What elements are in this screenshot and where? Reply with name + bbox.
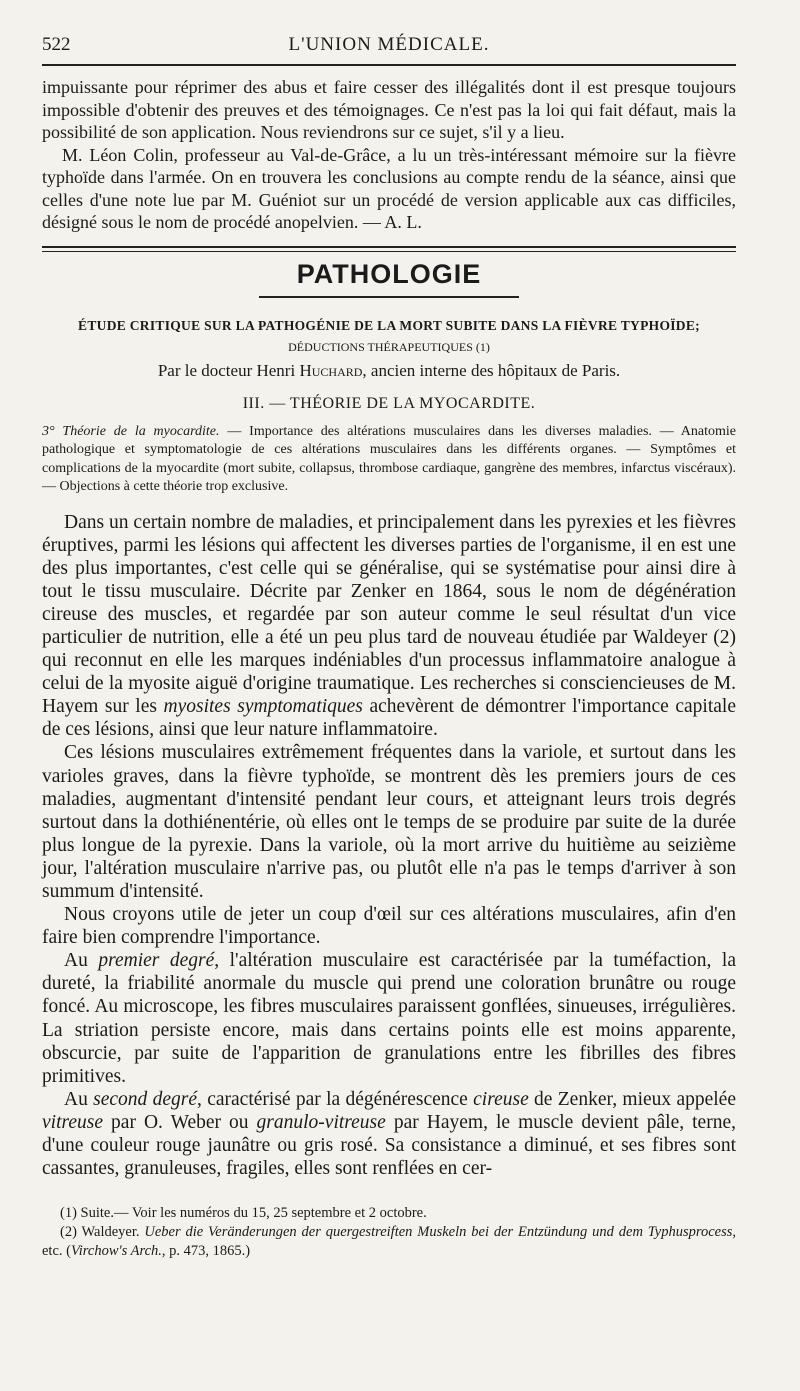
section-underline bbox=[259, 296, 519, 298]
part-summary bbox=[42, 423, 736, 497]
body-paragraph-2: Ces lésions musculaires extrêmement fréquentes dans la variole, et surtout dans les varioles graves, dans la fièvre typhoïde, se montrent dès les premiers jours de ces maladies, augmentant d'intensité pendant leur cours, et atteignant leurs trois degrés surtout dans la dothiénentérie, où elles ont le temps de se produire par suite de la durée plus longue de la pyrexie. Dans la variole, où la mort arrive du huitième au seizième jour, l'altération musculaire n'arrive pas, ou plutôt elle n'a pas le temps d'arriver à son summum d'intensité. bbox=[42, 742, 736, 902]
section-divider bbox=[42, 246, 736, 252]
section-title: PATHOLOGIE bbox=[296, 258, 482, 289]
body-p5-text-b: , caractérisé par la dégénérescence bbox=[197, 1088, 474, 1110]
body-p5-italic-2: cireuse bbox=[473, 1088, 529, 1110]
summary-text: — Importance des altérations musculaires dans les diverses maladies. — Anatomie pathologique et symptomatologie de ces altérations musculaires dans les différents organes. — Symptômes et complications de la myocardite (mort subite, collapsus, thrombose cardiaque, gangrène des membres, infarctus viscéraux). — Objections à cette théorie trop exclusive. bbox=[42, 423, 736, 494]
author-prefix: Par le docteur Henri bbox=[157, 360, 300, 380]
footnote-2-text-c: , p. 473, 1865.) bbox=[161, 1243, 251, 1260]
body-p4-text-end: , l'altération musculaire est caractérisée par la tuméfaction, la dureté, la friabilité anormale du muscle qui prend une coloration brunâtre ou rouge foncé. Au microscope, les fibres musculaires paraissent gonflées, sinueuses, irrégulières. La striation persiste encore, mais dans certains points elle est moins apparente, obscurcie, par suite de l'apparition de granulations entre les fibrilles des fibres primitives. bbox=[42, 950, 736, 1087]
body-paragraph-1 bbox=[42, 511, 736, 742]
footnote-2-italic: Ueber die Veränderungen der quergestreiften Muskeln bei der Entzündung und dem Typhusprocess bbox=[144, 1224, 733, 1241]
body-p5-italic-1: second degré bbox=[93, 1088, 198, 1110]
body-p5-text-c: de Zenker, mieux appelée bbox=[528, 1088, 736, 1110]
article-subtitle: DÉDUCTIONS THÉRAPEUTIQUES (1) bbox=[288, 339, 490, 354]
body-paragraph-4 bbox=[42, 949, 736, 1088]
article-author bbox=[42, 361, 736, 381]
body-p1-italic: myosites symptomatiques bbox=[163, 696, 363, 718]
page-number: 522 bbox=[42, 34, 71, 55]
body-p4-italic: premier degré bbox=[98, 950, 215, 972]
body-p1-text: Dans un certain nombre de maladies, et principalement dans les pyrexies et les fièvres éruptives, parmi les lésions qui affectent les diverses parties de l'organisme, il en est une des plus importantes, c'est celle qui se généralise, qui se systématise pour ainsi dire à tout le tissu musculaire. Décrite par Zenker en 1864, sous le nom de dégénération cireuse des muscles, et regardée par son auteur comme le seul résultat d'un vice particulier de nutrition, elle a été un peu plus tard de nouveau étudiée par Waldeyer (2) qui reconnut en elle les marques indéniables d'un processus inflammatoire analogue à celui de la myosite aiguë d'origine traumatique. Les recherches si consciencieuses de M. Hayem sur les bbox=[42, 511, 736, 718]
body-p5-text-a: Au bbox=[64, 1088, 94, 1110]
footnote-2-text-b: , etc. ( bbox=[42, 1224, 736, 1260]
page-header bbox=[42, 30, 736, 64]
article-body bbox=[42, 511, 736, 1181]
body-paragraph-3: Nous croyons utile de jeter un coup d'œil sur ces altérations musculaires, afin d'en faire bien comprendre l'importance. bbox=[42, 904, 736, 949]
body-p5-italic-3: vitreuse bbox=[42, 1111, 104, 1133]
part-title: III. — THÉORIE DE LA MYOCARDITE. bbox=[242, 394, 536, 412]
journal-page bbox=[42, 30, 736, 1261]
summary-label: 3° Théorie de la myocardite. bbox=[42, 423, 220, 439]
body-p5-text-d: par O. Weber ou bbox=[103, 1111, 257, 1133]
body-p1-text-end: achevèrent de démontrer l'importance capitale de ces lésions, ainsi que leur nature inflammatoire. bbox=[42, 696, 736, 741]
article-title: ÉTUDE CRITIQUE SUR LA PATHOGÉNIE DE LA MORT SUBITE DANS LA FIÈVRE TYPHOÏDE; bbox=[78, 317, 700, 333]
intro-paragraph-2: M. Léon Colin, professeur au Val-de-Grâce, a lu un très-intéressant mémoire sur la fièvre typhoïde dans l'armée. On en trouvera les conclusions au compte rendu de la séance, ainsi que celles d'une note lue par M. Guéniot sur un procédé de version applicable aux cas difficiles, désigné sous le nom de procédé anopelvien. — A. L. bbox=[42, 144, 736, 232]
footnote-1: (1) Suite.— Voir les numéros du 15, 25 septembre et 2 octobre. bbox=[60, 1205, 427, 1222]
running-title: L'UNION MÉDICALE. bbox=[288, 34, 490, 55]
footnote-2-text: (2) Waldeyer. bbox=[60, 1224, 145, 1241]
body-paragraph-5 bbox=[42, 1088, 736, 1180]
intro-paragraph-1: impuissante pour réprimer des abus et faire cesser des illégalités dont il est presque toujours impossible d'obtenir des preuves et des témoignages. Ce n'est pas la loi qui fait défaut, mais la possibilité de son application. Nous reviendrons sur ce sujet, s'il y a lieu. bbox=[42, 77, 736, 142]
body-p4-text: Au bbox=[64, 950, 99, 972]
footnote-2 bbox=[42, 1223, 736, 1261]
header-rule bbox=[42, 64, 736, 66]
body-p5-text-e: par Hayem, le muscle devient pâle, terne, d'une couleur rouge jaunâtre ou gris rosé. Sa consistance a diminué, et ses fibres sont cassantes, granuleuses, fragiles, elles sont renflées en cer- bbox=[42, 1111, 736, 1180]
footnote-2-italic-2: Virchow's Arch. bbox=[70, 1243, 162, 1260]
author-suffix: , ancien interne des hôpitaux de Paris. bbox=[362, 360, 621, 380]
footnotes bbox=[42, 1204, 736, 1261]
body-p5-italic-4: granulo-vitreuse bbox=[256, 1111, 386, 1133]
author-name: Huchard bbox=[299, 360, 363, 380]
